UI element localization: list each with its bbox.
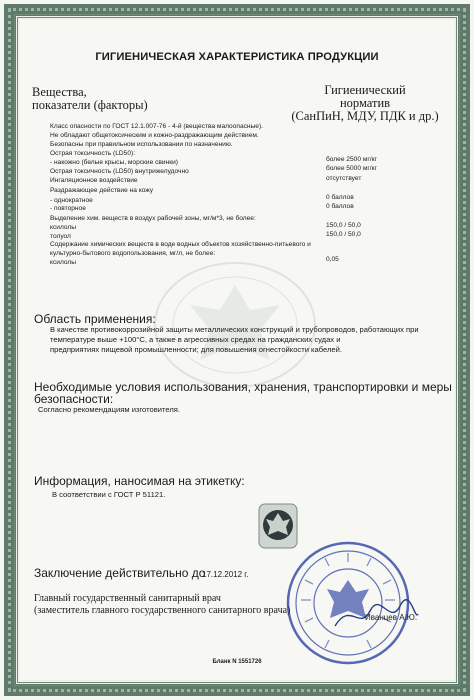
single-exposure-value: 0 баллов [326, 194, 354, 201]
dermal-value: более 2500 мг/кг [326, 156, 377, 163]
xylene-water-label: ксилолы [50, 259, 76, 266]
norm-heading-line2: норматив [339, 96, 391, 110]
inhalation-label: Ингаляционное воздействие [50, 177, 138, 184]
blank-number: Бланк N 1551726 [212, 659, 262, 665]
signatory-title-line1: Главный государственный санитарный врач [34, 593, 221, 604]
application-heading: Область применения: [34, 312, 156, 326]
repeated-exposure-label: - повторное [50, 205, 86, 212]
norm-heading-line1: Гигиенический [324, 83, 406, 97]
application-line2: температуре выше +100°С, а также в агрессивных средах на гражданских судах и [50, 335, 341, 344]
document-title: ГИГИЕНИЧЕСКАЯ ХАРАКТЕРИСТИКА ПРОДУКЦИИ [95, 51, 379, 63]
dermal-label: - накожно (белые крысы, морские свинки) [50, 159, 178, 166]
work-air-label: Выделение хим. веществ в воздух рабочей зоны, мг/м*3, не более: [50, 215, 256, 222]
no-toxicity-line: Не обладают общетоксическим и кожно-раздражающим действием. [50, 132, 259, 139]
norm-heading-line3: (СанПиН, МДУ, ПДК и др.) [291, 109, 439, 123]
oral-label: Острая токсичность (LD50) внутрижелудочно [50, 168, 189, 175]
label-info-text: В соответствии с ГОСТ Р 51121. [52, 490, 166, 499]
hazard-class-line: Класс опасности по ГОСТ 12.1.007-76 - 4-й (вещества малоопасные). [50, 123, 263, 130]
validity-date: 17.12.2012 г. [202, 570, 249, 579]
substances-column-heading [32, 86, 148, 112]
skin-irritation-label: Раздражающее действие на кожу [50, 187, 154, 194]
water-content-line1: Содержание химических веществ в воде водных объектов хозяйственно-питьевого и [50, 241, 311, 248]
signatory-name: Иванцев А.Ю. [365, 613, 418, 622]
application-line1: В качестве противокоррозийной защиты металлических конструкций и трубопроводов, работающих при [50, 325, 419, 334]
conditions-heading-line1: Необходимые условия использования, хранения, транспортировки и меры [34, 380, 452, 394]
conditions-heading-line2: безопасности: [34, 392, 114, 406]
inhalation-value: отсутствует [326, 175, 362, 182]
xylene-air-value: 150,0 / 50,0 [326, 222, 361, 229]
signatory-title-line2: (заместитель главного государственного санитарного врача) [34, 605, 291, 616]
toluene-air-value: 150,0 / 50,0 [326, 231, 361, 238]
conditions-text: Согласно рекомендациям изготовителя. [38, 405, 180, 414]
norm-column-heading [290, 84, 440, 123]
label-info-heading: Информация, наносимая на этикетку: [34, 474, 245, 488]
xylene-water-value: 0,05 [326, 256, 339, 263]
substances-heading-line1: Вещества, [32, 85, 87, 99]
application-line3: предприятиях пищевой промышленности; для повышения огнестойкости кабелей. [50, 345, 343, 354]
xylene-air-label: ксилолы [50, 224, 76, 231]
single-exposure-label: - однократное [50, 197, 93, 204]
toluene-air-label: толуол [50, 233, 71, 240]
substances-heading-line2: показатели (факторы) [32, 98, 148, 112]
safe-use-line: Безопасны при правильном использовании по назначению. [50, 141, 233, 148]
repeated-exposure-value: 0 баллов [326, 203, 354, 210]
oral-value: более 5000 мг/кг [326, 165, 377, 172]
water-content-line2: культурно-бытового водопользования, мг/л, не более: [50, 250, 216, 257]
acute-toxicity-label: Острая токсичность (LD50): [50, 150, 136, 157]
validity-label: Заключение действительно до [34, 566, 206, 580]
